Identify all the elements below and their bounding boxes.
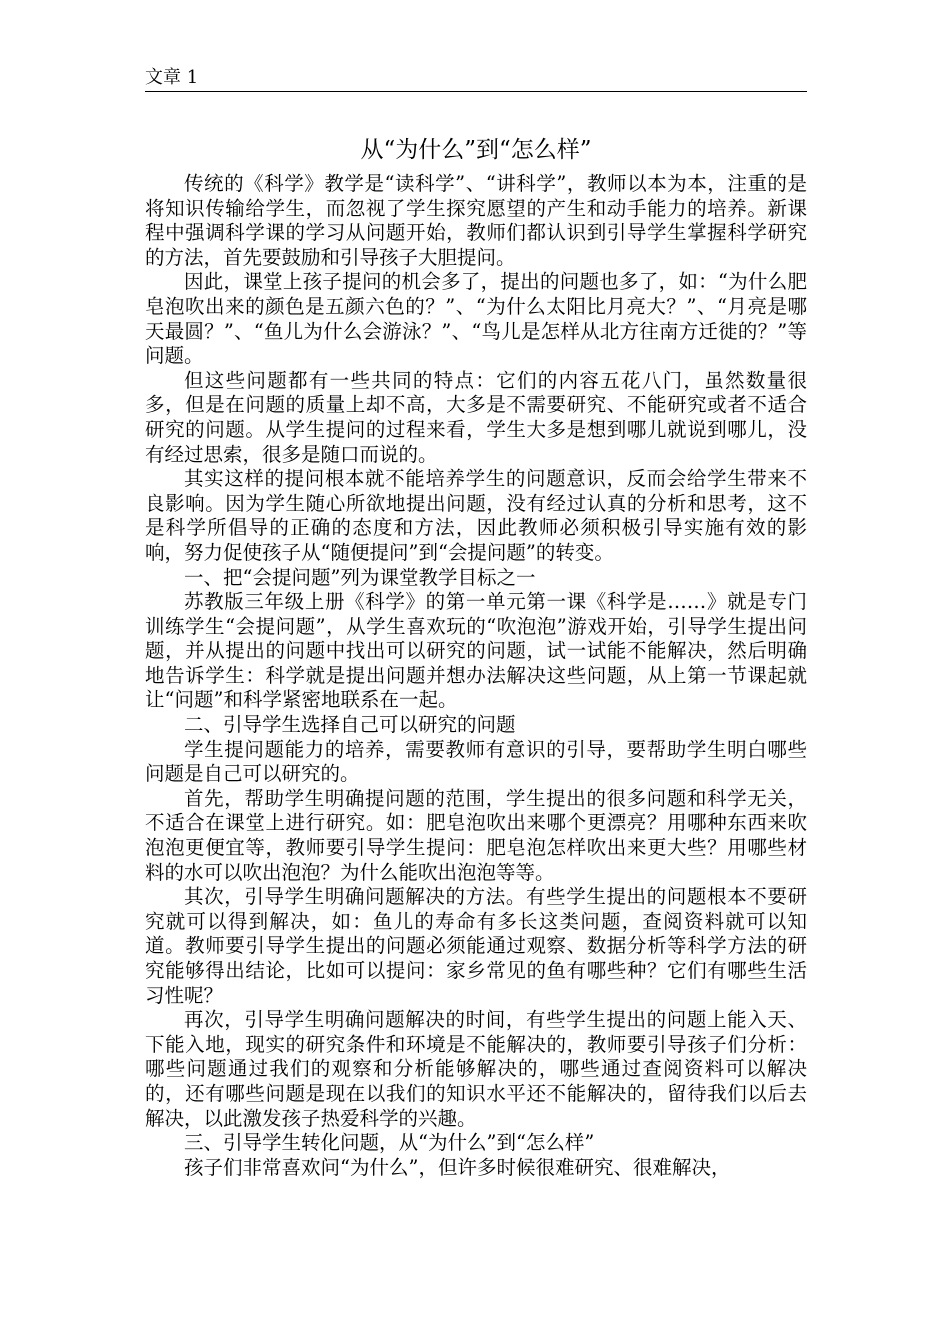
header-divider bbox=[145, 91, 807, 92]
paragraph: 孩子们非常喜欢问“为什么”，但许多时候很难研究、很难解决， bbox=[184, 1155, 731, 1179]
paragraph: 但这些问题都有一些共同的特点：它们的内容五花八门，虽然数量很多，但是在问题的质量上却不高，大多是不需要研究、不能研究或者不适合研究的问题。从学生提问的过程来看，学生大多是想到哪儿就说到哪儿，没有经过思索，很多是随口而说的。 bbox=[145, 368, 807, 466]
section-heading: 一、把“会提问题”列为课堂教学目标之一 bbox=[184, 565, 536, 589]
paragraph: 因此，课堂上孩子提问的机会多了，提出的问题也多了，如：“为什么肥皂泡吹出来的颜色是五颜六色的？”、“为什么太阳比月亮大？”、“月亮是哪天最圆？”、“鱼儿为什么会游泳？”、“鸟儿是怎样从北方往南方迁徙的？”等问题。 bbox=[145, 270, 807, 368]
paragraph: 苏教版三年级上册《科学》的第一单元第一课《科学是……》就是专门训练学生“会提问题”，从学生喜欢玩的“吹泡泡”游戏开始，引导学生提出问题，并从提出的问题中找出可以研究的问题，试一试能不能解决，然后明确地告诉学生：科学就是提出问题并想办法解决这些问题，从上第一节课起就让“问题”和科学紧密地联系在一起。 bbox=[145, 590, 807, 712]
article-title: 从“为什么”到“怎么样” bbox=[360, 137, 592, 163]
paragraph: 再次，引导学生明确问题解决的时间，有些学生提出的问题上能入天、下能入地，现实的研究条件和环境是不能解决的，教师要引导孩子们分析：哪些问题通过我们的观察和分析能够解决的，哪些通过查阅资料可以解决的，还有哪些问题是现在以我们的知识水平还不能解决的，留待我们以后去解决，以此激发孩子热爱科学的兴趣。 bbox=[145, 1008, 807, 1130]
paragraph: 学生提问题能力的培养，需要教师有意识的引导，要帮助学生明白哪些问题是自己可以研究的。 bbox=[145, 737, 807, 786]
paragraph: 其实这样的提问根本就不能培养学生的问题意识，反而会给学生带来不良影响。因为学生随心所欲地提出问题，没有经过认真的分析和思考，这不是科学所倡导的正确的态度和方法，因此教师必须积极引导实施有效的影响，努力促使孩子从“随便提问”到“会提问题”的转变。 bbox=[145, 467, 807, 564]
paragraph: 其次，引导学生明确问题解决的方法。有些学生提出的问题根本不要研究就可以得到解决，如：鱼儿的寿命有多长这类问题，查阅资料就可以知道。教师要引导学生提出的问题必须能通过观察、数据分析等科学方法的研究能够得出结论，比如可以提问：家乡常见的鱼有哪些种？它们有哪些生活习性呢？ bbox=[145, 885, 807, 1007]
paragraph: 传统的《科学》教学是“读科学”、“讲科学”，教师以本为本，注重的是将知识传输给学生，而忽视了学生探究愿望的产生和动手能力的培养。新课程中强调科学课的学习从问题开始，教师们都认识到引导学生掌握科学研究的方法，首先要鼓励和引导孩子大胆提问。 bbox=[145, 172, 807, 269]
section-heading: 三、引导学生转化问题，从“为什么”到“怎么样” bbox=[184, 1131, 595, 1155]
paragraph: 首先，帮助学生明确提问题的范围，学生提出的很多问题和科学无关，不适合在课堂上进行研究。如：肥皂泡吹出来哪个更漂亮？用哪种东西来吹泡泡更便宜等，教师要引导学生提问：肥皂泡怎样吹出来更大些？用哪些材料的水可以吹出泡泡？为什么能吹出泡泡等等。 bbox=[145, 786, 807, 884]
page-header: 文章 1 bbox=[145, 67, 199, 88]
article-body bbox=[145, 172, 807, 1180]
section-heading: 二、引导学生选择自己可以研究的问题 bbox=[184, 713, 516, 737]
